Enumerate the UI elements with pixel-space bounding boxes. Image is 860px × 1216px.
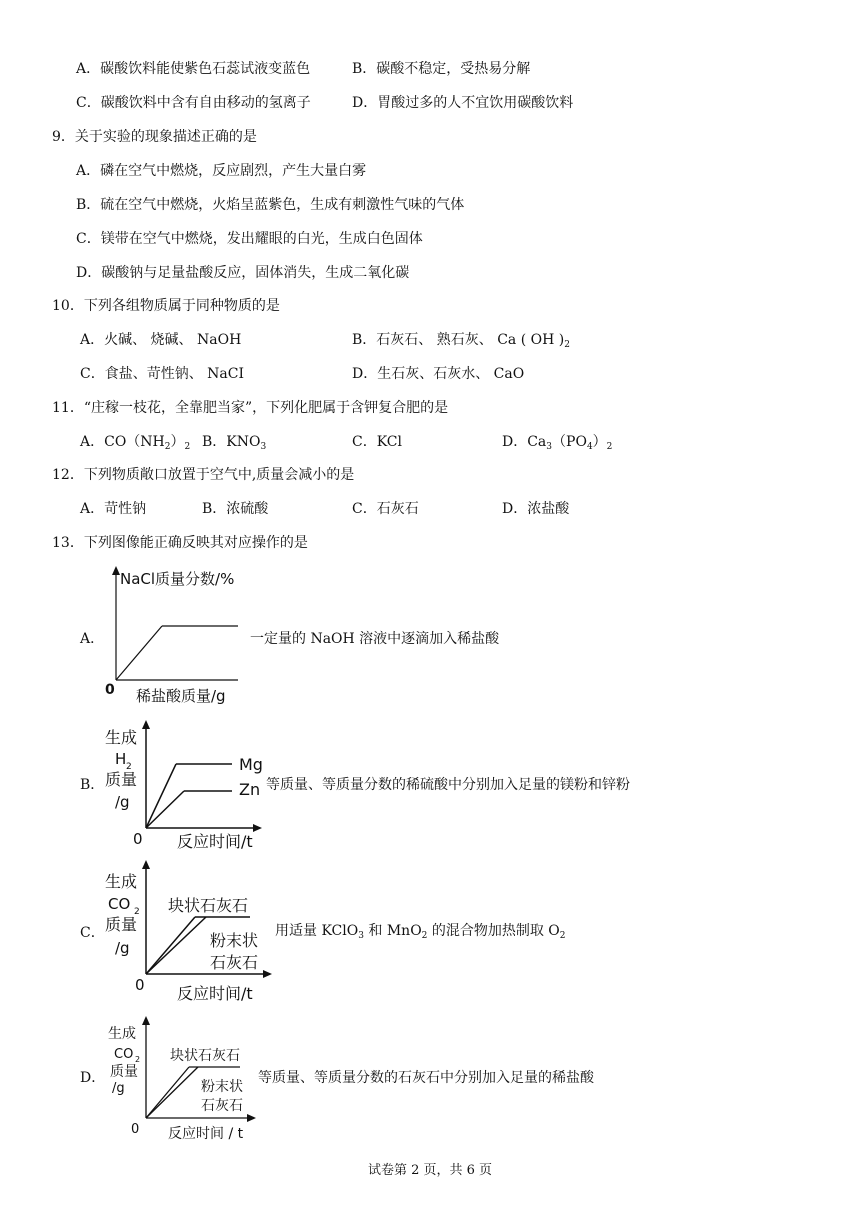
series-label-powder-line1: 粉末状 — [210, 931, 259, 950]
series-label-mg: Mg — [239, 755, 263, 774]
q11-stem: 11．“庄稼一枝花，全靠肥当家”，下列化肥属于含钾复合肥的是 — [52, 400, 449, 416]
q9-option-b: B．硫在空气中燃烧，火焰呈蓝紫色，生成有刺激性气味的气体 — [76, 197, 465, 213]
q13-option-a-letter: A． — [80, 631, 105, 647]
x-axis-label: 反应时间/t — [177, 832, 253, 851]
q12-option-c: C．石灰石 — [352, 501, 419, 517]
q9-option-d: D．碳酸钠与足量盐酸反应，固体消失，生成二氧化碳 — [76, 265, 410, 281]
y-axis-label-line3: 质量 — [105, 770, 138, 789]
y-axis-arrow — [142, 1016, 150, 1025]
q10-stem: 10．下列各组物质属于同种物质的是 — [52, 298, 280, 314]
origin-label: 0 — [131, 1122, 140, 1137]
origin-label: 0 — [133, 830, 143, 848]
q8-option-a: A．碳酸饮料能使紫色石蕊试液变蓝色 — [76, 61, 311, 77]
q13-option-b-desc: 等质量、等质量分数的稀硫酸中分别加入足量的镁粉和锌粉 — [266, 777, 630, 793]
y-axis-label-line1: 生成 — [105, 728, 138, 747]
q13-option-d-letter: D． — [80, 1070, 106, 1086]
mg-curve-rise — [146, 764, 176, 828]
series-label-block: 块状石灰石 — [168, 896, 249, 915]
q9-stem: 9．关于实验的现象描述正确的是 — [52, 129, 257, 145]
y-axis-label-line4: /g — [115, 793, 130, 811]
series-label-powder-line2: 石灰石 — [201, 1098, 243, 1114]
y-axis-arrow — [142, 720, 150, 729]
q8-option-d: D．胃酸过多的人不宜饮用碳酸饮料 — [352, 95, 574, 111]
q11-option-b: B．$KNO_3$ — [202, 434, 267, 452]
y-axis-label-line2: CO — [114, 1047, 134, 1062]
page-footer: 试卷第 2 页，共 6 页 — [367, 1163, 493, 1178]
y-axis-label-line3: 质量 — [105, 915, 138, 934]
q9-option-a: A．磷在空气中燃烧，反应剧烈，产生大量白雾 — [76, 163, 367, 179]
x-axis-label: 稀盐酸质量/g — [136, 687, 226, 705]
q13-option-b-letter: B． — [80, 777, 105, 793]
series-label-block: 块状石灰石 — [170, 1048, 240, 1064]
q10-option-b: B．石灰石、 熟石灰、 Ca ( OH )$_2$ — [352, 332, 570, 350]
x-axis-label: 反应时间 / t — [168, 1126, 244, 1142]
y-axis-arrow — [112, 566, 120, 575]
y-axis-label-line3: 质量 — [110, 1064, 138, 1080]
origin-label: 0 — [105, 682, 115, 698]
block-curve-rise — [146, 917, 195, 974]
q12-option-d: D．浓盐酸 — [502, 501, 570, 517]
y-axis-label-line2: H — [115, 750, 127, 768]
q13-graph-b — [100, 718, 268, 854]
x-axis-arrow — [263, 970, 272, 978]
series-label-powder-line1: 粉末状 — [201, 1079, 243, 1095]
q12-stem: 12．下列物质敞口放置于空气中,质量会减小的是 — [52, 467, 355, 483]
zn-curve-rise — [146, 791, 184, 828]
curve-rise — [116, 626, 162, 680]
q10-option-a: A．火碱、 烧碱、 NaOH — [80, 332, 242, 348]
q13-graph-d — [100, 1014, 260, 1146]
x-axis-label: 反应时间/t — [177, 984, 253, 1003]
q9-option-c: C．镁带在空气中燃烧，发出耀眼的白光，生成白色固体 — [76, 231, 423, 247]
q11-option-c: C．KCl — [352, 434, 402, 450]
q10-option-c: C．食盐、苛性钠、 NaCI — [80, 366, 245, 382]
origin-label: 0 — [135, 976, 145, 994]
q12-option-b: B．浓硫酸 — [202, 501, 269, 517]
block-curve-rise — [146, 1067, 189, 1118]
y-axis-label-line1: 生成 — [105, 872, 138, 891]
q13-stem: 13．下列图像能正确反映其对应操作的是 — [52, 535, 308, 551]
y-axis-arrow — [142, 860, 150, 869]
q13-option-c-desc: 用适量 KClO$_3$ 和 MnO$_2$ 的混合物加热制取 $O_2$ — [275, 923, 566, 941]
q11-option-d: D．$Ca_3(PO_4)_2$ — [502, 434, 613, 452]
q13-graph-c — [100, 858, 276, 1006]
y-axis-label-line2-sub: 2 — [135, 1055, 141, 1064]
y-axis-label-line2-sub: 2 — [134, 907, 140, 917]
q11-option-a: A．$CO(NH_2)_2$ — [80, 434, 191, 452]
series-label-powder-line2: 石灰石 — [210, 953, 259, 972]
q13-option-a-desc: 一定量的 NaOH 溶液中逐滴加入稀盐酸 — [250, 631, 500, 647]
series-label-zn: Zn — [239, 780, 261, 799]
x-axis-arrow — [247, 1114, 256, 1122]
powder-curve — [146, 917, 206, 974]
y-axis-label: NaCl质量分数/% — [120, 570, 235, 588]
q12-option-a: A．苛性钠 — [80, 501, 147, 517]
y-axis-label-line2: CO — [108, 895, 131, 913]
y-axis-label-line2-sub: 2 — [126, 762, 132, 772]
q13-graph-a — [100, 564, 250, 714]
q8-option-b: B．碳酸不稳定，受热易分解 — [352, 61, 531, 77]
powder-curve — [146, 1067, 198, 1118]
q10-option-d: D．生石灰、石灰水、 CaO — [352, 366, 525, 382]
y-axis-label-line4: /g — [112, 1081, 125, 1096]
y-axis-label-line4: /g — [115, 939, 130, 957]
q13-option-d-desc: 等质量、等质量分数的石灰石中分别加入足量的稀盐酸 — [258, 1070, 594, 1086]
y-axis-label-line1: 生成 — [108, 1026, 136, 1042]
q13-option-c-letter: C． — [80, 925, 105, 941]
q8-option-c: C．碳酸饮料中含有自由移动的氢离子 — [76, 95, 311, 111]
x-axis-arrow — [253, 824, 262, 832]
